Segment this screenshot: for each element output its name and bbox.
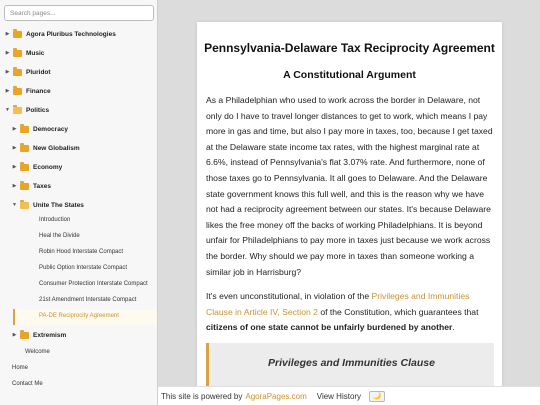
article-subtitle: A Constitutional Argument bbox=[283, 69, 416, 81]
sidebar-item-label: Pluridot bbox=[26, 68, 51, 76]
chevron-right-icon: ▶ bbox=[5, 31, 10, 37]
sidebar-item-finance[interactable] bbox=[4, 84, 51, 98]
sidebar-item-economy[interactable] bbox=[11, 160, 62, 174]
folder-icon bbox=[20, 183, 29, 190]
folder-icon bbox=[13, 50, 22, 57]
sidebar-item-label: Politics bbox=[26, 106, 50, 114]
chevron-right-icon: ▶ bbox=[12, 164, 17, 170]
sidebar-item-label: Finance bbox=[26, 87, 51, 95]
chevron-right-icon: ▶ bbox=[12, 126, 17, 132]
folder-icon bbox=[13, 88, 22, 95]
sidebar-item-label: Democracy bbox=[33, 125, 69, 133]
chevron-right-icon: ▶ bbox=[12, 332, 17, 338]
theme-toggle-button[interactable] bbox=[369, 391, 385, 402]
page-link-home[interactable]: Home bbox=[12, 365, 29, 371]
sidebar-item-label: Extremism bbox=[33, 331, 67, 339]
page-link-pa-de-reciprocity[interactable]: PA-DE Reciprocity Agreement bbox=[39, 313, 119, 319]
sidebar-item-label: Taxes bbox=[33, 182, 51, 190]
page-link-consumer-protection[interactable]: Consumer Protection Interstate Compact bbox=[39, 281, 148, 287]
article-paragraph: As a Philadelphian who used to work across the border in Delaware, not only do I have to travel longer distances to get to work, which means I pay more in gas and time, but also I pay more in taxes, too, because I get taxed at the Delaware state income tax rates, with the highest marginal rate at 6.6%, instead of Pennsylvania's flat 3.07% rate. And furthermore, none of those taxes go to Pennsylvania. It all goes to Delaware. And the Delaware state government knows this full well, and this is the reason why we have not had a reciprocity agreement between our states. It's because Delaware likes the free money off the backs of working Philadelphians. It is beyond unfair for Philadelphians to pay more in taxes just because we work across the border. Why should we pay more in taxes than someone working a similar job in Harrisburg? bbox=[206, 95, 493, 277]
folder-icon bbox=[20, 332, 29, 339]
chevron-right-icon: ▶ bbox=[5, 50, 10, 56]
page-link-public-option[interactable]: Public Option Interstate Compact bbox=[39, 265, 128, 271]
powered-by-text: This site is powered by bbox=[161, 391, 243, 401]
sidebar-item-label: Music bbox=[26, 49, 45, 57]
footer bbox=[158, 386, 540, 405]
folder-icon bbox=[20, 164, 29, 171]
sidebar-item-label: New Globalism bbox=[33, 144, 80, 152]
chevron-right-icon: ▶ bbox=[5, 88, 10, 94]
article-card bbox=[197, 22, 502, 390]
sidebar-item-pluridot[interactable] bbox=[4, 65, 51, 79]
sidebar-item-extremism[interactable] bbox=[11, 328, 66, 342]
sidebar-item-new-globalism[interactable] bbox=[11, 141, 80, 155]
page-link-welcome[interactable]: Welcome bbox=[25, 349, 50, 355]
moon-icon: 🌙 bbox=[372, 393, 382, 400]
article-paragraph bbox=[206, 289, 496, 336]
sidebar-item-democracy[interactable] bbox=[11, 122, 68, 136]
chevron-right-icon: ▶ bbox=[5, 69, 10, 75]
chevron-right-icon: ▶ bbox=[12, 145, 17, 151]
active-page-indicator bbox=[13, 309, 15, 325]
search-input[interactable] bbox=[4, 5, 154, 21]
folder-icon bbox=[20, 145, 29, 152]
sidebar-item-label: Economy bbox=[33, 163, 63, 171]
sidebar-item-politics[interactable] bbox=[4, 103, 49, 117]
paragraph-text: . bbox=[452, 322, 455, 333]
chevron-right-icon: ▶ bbox=[12, 183, 17, 189]
folder-icon bbox=[13, 31, 22, 38]
privileges-clause-link[interactable]: Privileges and Immunities Clause in Article IV, Section 2 bbox=[206, 291, 470, 317]
article-title: Pennsylvania-Delaware Tax Reciprocity Agreement bbox=[204, 41, 495, 55]
folder-icon bbox=[13, 69, 22, 76]
agorapages-link[interactable]: AgoraPages.com bbox=[245, 391, 307, 401]
paragraph-text: It's even unconstitutional, in violation of the bbox=[206, 291, 372, 301]
sidebar-item-taxes[interactable] bbox=[11, 179, 51, 193]
page-link-introduction[interactable]: Introduction bbox=[39, 217, 71, 223]
sidebar bbox=[0, 0, 158, 405]
sidebar-item-label: Agora Pluribus Technologies bbox=[26, 30, 116, 38]
blockquote-title: Privileges and Immunities Clause bbox=[268, 357, 435, 369]
emphasis-text: citizens of one state cannot be unfairly burdened by another bbox=[206, 322, 453, 333]
sidebar-item-unite-the-states[interactable] bbox=[11, 198, 84, 212]
sidebar-item-music[interactable] bbox=[4, 46, 44, 60]
sidebar-item-label: Unite The States bbox=[33, 201, 84, 209]
page-link-robin-hood[interactable]: Robin Hood Interstate Compact bbox=[39, 249, 124, 255]
page-link-heal-the-divide[interactable]: Heal the Divide bbox=[39, 233, 80, 239]
chevron-down-icon: ▼ bbox=[12, 202, 17, 208]
chevron-down-icon: ▼ bbox=[5, 107, 10, 113]
folder-icon bbox=[20, 126, 29, 133]
paragraph-text: of the Constitution, which guarantees that bbox=[317, 306, 479, 317]
page-link-contact[interactable]: Contact Me bbox=[12, 381, 43, 387]
folder-open-icon bbox=[13, 107, 22, 114]
folder-open-icon bbox=[20, 202, 29, 209]
page-link-21st-amendment[interactable]: 21st Amendment Interstate Compact bbox=[39, 297, 137, 303]
sidebar-item-agora[interactable] bbox=[4, 27, 116, 41]
blockquote bbox=[206, 343, 494, 390]
view-history-link[interactable]: View History bbox=[316, 391, 362, 401]
